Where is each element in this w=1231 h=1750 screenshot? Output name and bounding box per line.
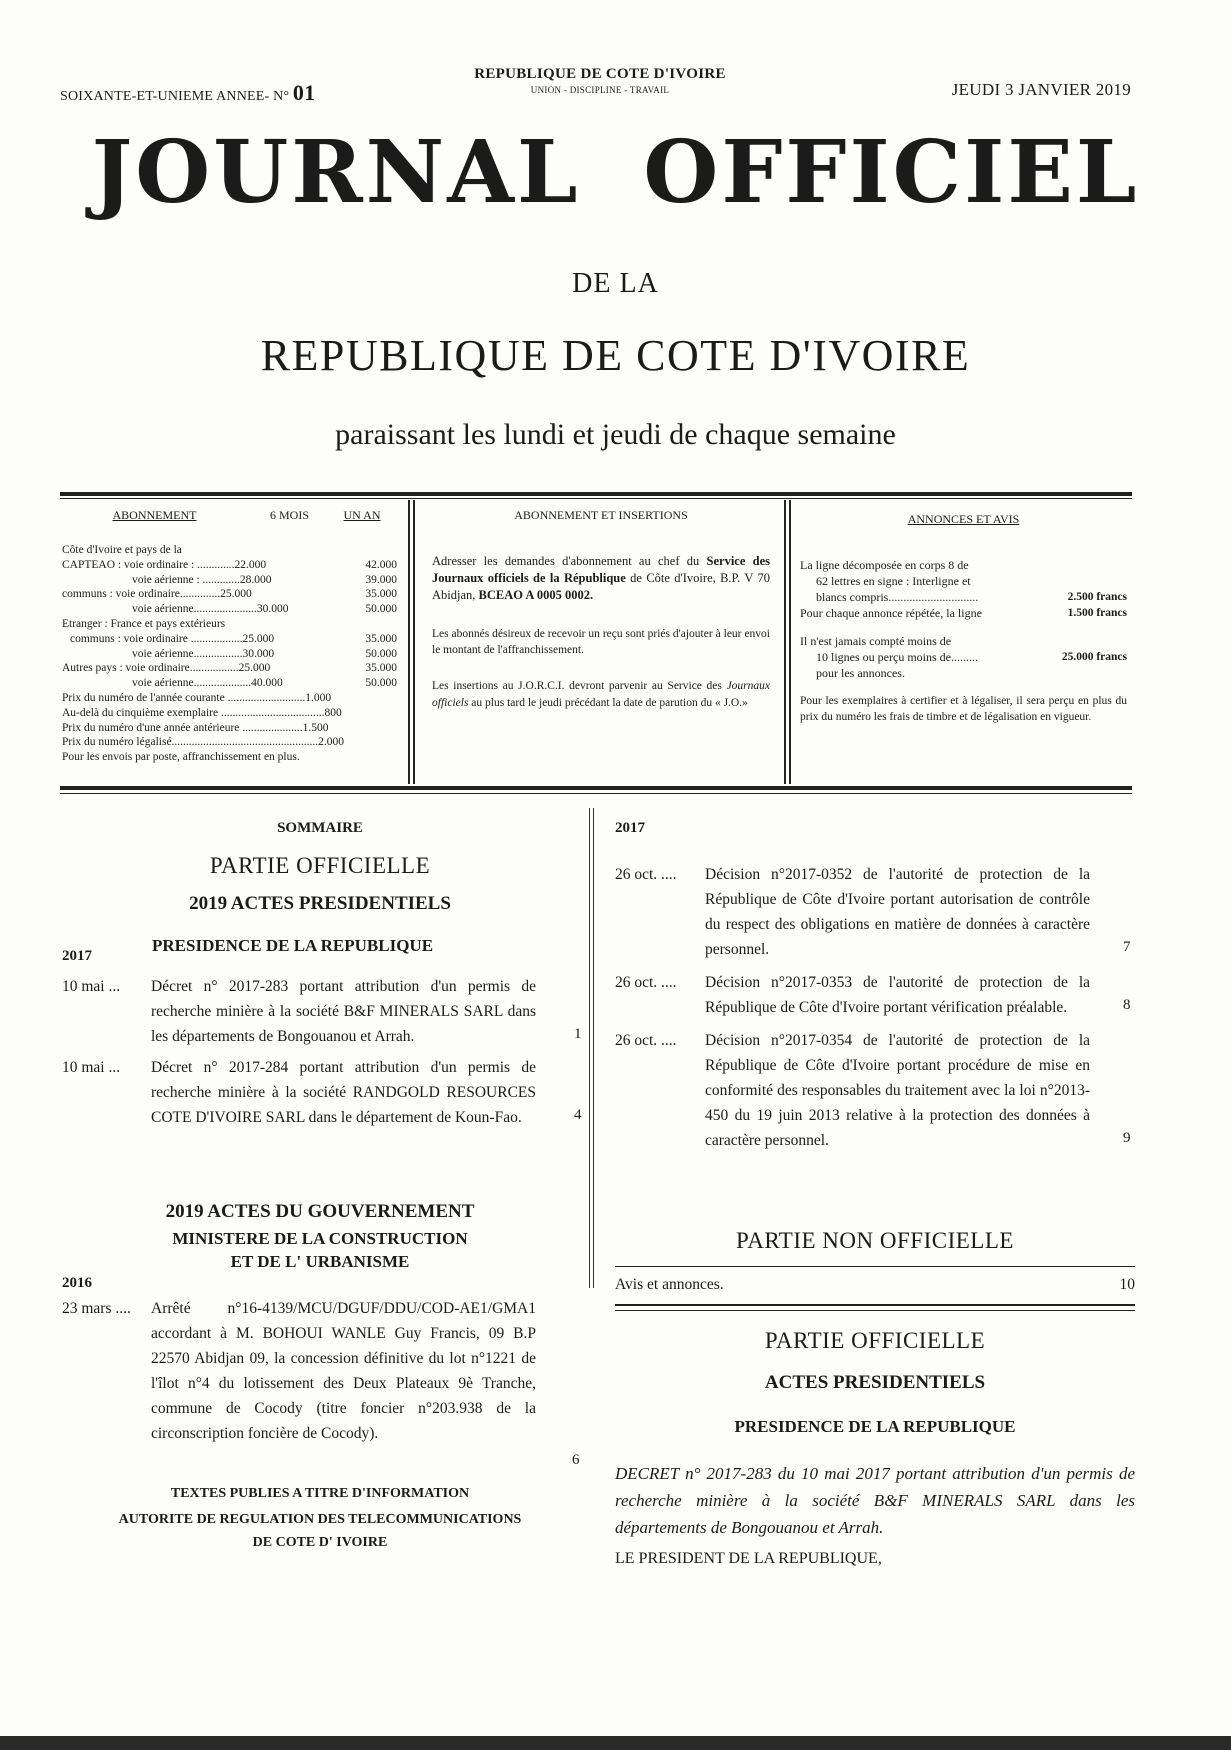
abonnement-intro: Côte d'Ivoire et pays de la [62, 544, 182, 556]
entry-page: 4 [574, 1107, 582, 1123]
insertions-address [432, 553, 770, 604]
avis-page: 10 [1119, 1276, 1135, 1293]
abonnement-row-label: voie aérienne.................30.000 [132, 647, 275, 660]
annonces-price-3: 25.000 francs [1061, 651, 1127, 663]
body-top-rule [615, 1304, 1135, 1306]
abonnement-price-line: Prix du numéro de l'année courante ...........................1.000 [62, 691, 332, 704]
annonces-line-4-text: Pour chaque annonce répétée, la ligne [800, 606, 982, 620]
box-divider-1b [413, 500, 415, 784]
abonnement-price-line: Prix du numéro d'une année antérieure .....................1.500 [62, 721, 329, 734]
annonces-line-3-text: blancs compris.............................. [816, 590, 979, 604]
issue-prefix: SOIXANTE-ET-UNIEME ANNEE- N° [60, 89, 293, 104]
annonces-column [800, 512, 1127, 725]
sommaire-divider [589, 808, 590, 1288]
entry-date: 26 oct. .... [615, 974, 677, 991]
entry-date: 10 mai ... [62, 978, 121, 995]
abonnement-row-value: 50.000 [365, 677, 397, 690]
abonnement-row-label: Etranger : France et pays extérieurs [62, 617, 226, 630]
avis-row [615, 1276, 1135, 1294]
annonces-line-7: pour les annonces. [816, 666, 905, 680]
abonnement-prices [62, 691, 397, 765]
annonces-line-3 [800, 589, 1127, 605]
abonnement-row [62, 647, 397, 662]
national-motto: UNION - DISCIPLINE - TRAVAIL [530, 85, 670, 95]
box-top-rule [60, 492, 1132, 496]
insertions-p1a: Adresser les demandes d'abonnement au chef du [432, 554, 700, 568]
abonnement-row [62, 617, 397, 632]
insertions-p3b: au plus tard le jeudi précédant la date de parution du « J.O.» [468, 697, 748, 709]
abonnement-row-value: 42.000 [365, 558, 397, 571]
body-top-rule-thin [615, 1310, 1135, 1311]
republic-name: REPUBLIQUE DE COTE D'IVOIRE [474, 66, 726, 82]
body-president: LE PRESIDENT DE LA REPUBLIQUE, [615, 1550, 882, 1567]
entry-text: Décision n°2017-0354 de l'autorité de protection de la République de Côte d'Ivoire portant procédure de mise en conformité des responsables du traitement avec la loi n°2013-450 du 19 juin 2013 relative à la protection des données à caractère personnel. [705, 1032, 1090, 1149]
insertions-deadline [432, 678, 770, 712]
sommaire-entry [62, 1055, 582, 1130]
entry-page: 9 [1123, 1130, 1131, 1146]
entry-text: Décision n°2017-0352 de l'autorité de protection de la République de Côte d'Ivoire portant autorisation de contrôle du respect des obligations en matière de données à caractère personnel. [705, 866, 1090, 958]
abonnement-price-line: Pour les envois par poste, affranchissement en plus. [62, 751, 300, 764]
sommaire-year-2016: 2016 [62, 1275, 92, 1291]
abonnement-row-label: Autres pays : voie ordinaire.................25.000 [62, 662, 271, 675]
scan-bottom-edge [0, 1736, 1231, 1750]
abonnement-row-value: 50.000 [365, 603, 397, 616]
abonnement-row-label: communs : voie ordinaire..............25.000 [62, 588, 252, 601]
box-top-rule-thin [60, 498, 1132, 499]
sommaire-actes-gouvernement: 2019 ACTES DU GOUVERNEMENT [165, 1201, 475, 1222]
annonces-line-5: Il n'est jamais compté moins de [800, 634, 952, 648]
issue-number-value: 01 [292, 80, 316, 105]
entry-page: 7 [1123, 939, 1131, 955]
insertions-bank: BCEAO A 0005 0002. [478, 588, 594, 602]
annonces-line-8: Pour les exemplaires à certifier et à légaliser, il sera perçu en plus du prix du numéro les frais de timbre et de légalisation en vigueur. [800, 695, 1127, 723]
masthead-republic: REPUBLIQUE DE COTE D'IVOIRE [260, 331, 971, 380]
publication-frequency: paraissant les lundi et jeudi de chaque semaine [335, 418, 896, 451]
sommaire-partie-officielle: PARTIE OFFICIELLE [209, 853, 431, 878]
sommaire-year-2017-right: 2017 [615, 820, 645, 836]
entry-text: Décret n° 2017-284 portant attribution d'un permis de recherche minière à la société RANDGOLD RESOURCES COTE D'IVOIRE SARL dans le département de Koun-Fao. [151, 1059, 536, 1126]
issue-date: JEUDI 3 JANVIER 2019 [951, 80, 1131, 99]
six-mois-label: 6 MOIS [269, 508, 309, 522]
insertions-p1b: de Côte d'Ivoire, B.P. V 70 Abidjan, [432, 571, 771, 602]
abonnement-row-label: voie aérienne......................30.000 [132, 603, 289, 616]
abonnement-row [62, 632, 397, 647]
sommaire-left-entries [62, 974, 582, 1136]
entry-2016-date: 23 mars .... [62, 1300, 131, 1317]
insertions-receipt: Les abonnés désireux de recevoir un reçu sont priés d'ajouter à leur envoi le montant de l'affranchissement. [432, 628, 770, 656]
abonnement-row [62, 676, 397, 691]
abonnement-rows [62, 558, 397, 691]
box-bottom-rule-thin [60, 793, 1132, 794]
avis-label: Avis et annonces. [615, 1276, 724, 1293]
entry-page: 1 [574, 1026, 582, 1042]
sommaire-entry [615, 970, 1135, 1020]
entry-date: 26 oct. .... [615, 866, 677, 883]
entry-text: Décision n°2017-0353 de l'autorité de protection de la République de Côte d'Ivoire portant vérification préalable. [705, 974, 1090, 1016]
non-officielle-rule [615, 1266, 1135, 1267]
sommaire-entry [62, 974, 582, 1049]
entry-text: Décret n° 2017-283 portant attribution d'un permis de recherche minière à la société B&F MINERALS SARL dans les départements de Bongouanou et Arrah. [151, 978, 536, 1045]
sommaire-actes-presidentiels: 2019 ACTES PRESIDENTIELS [189, 893, 451, 914]
annonces-line-2: 62 lettres en signe : Interligne et [816, 574, 971, 588]
abonnement-price-line: Au-delà du cinquième exemplaire ....................................800 [62, 706, 342, 719]
sommaire-presidence: PRESIDENCE DE LA REPUBLIQUE [152, 936, 434, 955]
body-decret-title: DECRET n° 2017-283 du 10 mai 2017 portant attribution d'un permis de recherche minière à la société B&F MINERALS SARL dans les départements de Bongouanou et Arrah. [615, 1464, 1135, 1537]
box-bottom-rule [60, 786, 1132, 790]
abonnement-row [62, 558, 397, 573]
abonnement-row-label: communs : voie ordinaire ..................25.000 [70, 632, 275, 645]
abonnement-row [62, 587, 397, 602]
annonces-price-1: 2.500 francs [1067, 591, 1127, 603]
sommaire-autorite-1: AUTORITE DE REGULATION DES TELECOMMUNICATIONS [118, 1512, 522, 1527]
sommaire-autorite-2: DE COTE D' IVOIRE [252, 1535, 388, 1550]
annonces-line-4 [800, 605, 1127, 621]
abonnement-column [62, 508, 397, 765]
abonnement-row-value: 35.000 [365, 632, 397, 645]
box-divider-2 [784, 500, 786, 784]
abonnement-row-value: 35.000 [365, 662, 397, 675]
abonnement-row [62, 573, 397, 588]
sommaire-year-2017: 2017 [62, 948, 92, 964]
abonnement-label: ABONNEMENT [112, 508, 197, 522]
left-entries-list [62, 974, 582, 1130]
abonnement-row-value: 39.000 [365, 573, 397, 586]
annonces-price-2: 1.500 francs [1067, 607, 1127, 619]
masthead-title: JOURNAL OFFICIEL [91, 122, 1140, 223]
annonces-line-6-text: 10 lignes ou perçu moins de......... [816, 650, 978, 664]
insertions-column [432, 508, 770, 712]
sommaire-divider-b [593, 808, 594, 1288]
entry-2016-text: Arrêté n°16-4139/MCU/DGUF/DDU/COD-AE1/GMA1 accordant à M. BOHOUI WANLE Guy Francis, 09 B.P 22570 Abidjan 09, la concession définitive du lot n°1221 de l'îlot n°4 du lotissement des Deux Plateaux 9è Tranche, commune de Cocody (titre foncier n°203.938 de la circonscription foncière de Cocody). [151, 1300, 536, 1442]
sommaire-entry [615, 1028, 1135, 1153]
insertions-service: Service des Journaux officiels de la République [432, 554, 771, 585]
insertions-header: ABONNEMENT ET INSERTIONS [514, 508, 688, 522]
body-actes-presidentiels: ACTES PRESIDENTIELS [764, 1372, 986, 1393]
abonnement-row-value [342, 617, 397, 632]
body-presidence: PRESIDENCE DE LA REPUBLIQUE [734, 1417, 1016, 1436]
abonnement-header [62, 508, 397, 523]
entry-date: 10 mai ... [62, 1059, 121, 1076]
sommaire-right-entries [615, 862, 1135, 1161]
insertions-p3-italic: Journaux officiels [432, 680, 770, 709]
entry-2016 [62, 1296, 580, 1476]
box-divider-2b [789, 500, 791, 784]
abonnement-row-label: voie aérienne : .............28.000 [132, 573, 272, 586]
abonnement-price-line: Prix du numéro légalisé...................................................2.000 [62, 736, 345, 749]
abonnement-row [62, 661, 397, 676]
sommaire-ministere-1: MINISTERE DE LA CONSTRUCTION [172, 1229, 468, 1248]
sommaire-title: SOMMAIRE [277, 820, 363, 836]
abonnement-row [62, 602, 397, 617]
right-entries-list [615, 862, 1135, 1153]
abonnement-row-label: CAPTEAO : voie ordinaire : .............22.000 [62, 558, 267, 571]
sommaire-ministere-2: ET DE L' URBANISME [230, 1252, 410, 1271]
abonnement-row-value: 50.000 [365, 647, 397, 660]
sommaire-partie-non-officielle: PARTIE NON OFFICIELLE [736, 1228, 1014, 1253]
abonnement-row-label: voie aérienne....................40.000 [132, 677, 283, 690]
sommaire-textes: TEXTES PUBLIES A TITRE D'INFORMATION [170, 1486, 470, 1501]
entry-2016-page: 6 [572, 1452, 580, 1468]
masthead-de-la: DE LA [572, 268, 659, 299]
annonces-line-6 [800, 649, 1127, 665]
annonces-line-1: La ligne décomposée en corps 8 de [800, 558, 969, 572]
issue-number [60, 80, 315, 106]
body-partie-officielle: PARTIE OFFICIELLE [764, 1328, 986, 1353]
annonces-header: ANNONCES ET AVIS [907, 512, 1020, 526]
entry-page: 8 [1123, 997, 1131, 1013]
insertions-p3a: Les insertions au J.O.R.C.I. devront parvenir au Service des [432, 680, 727, 692]
entry-date: 26 oct. .... [615, 1032, 677, 1049]
box-divider-1 [408, 500, 410, 784]
republic-header [430, 66, 770, 95]
sommaire-entry [615, 862, 1135, 962]
un-an-label: UN AN [343, 508, 381, 522]
abonnement-row-value: 35.000 [365, 588, 397, 601]
